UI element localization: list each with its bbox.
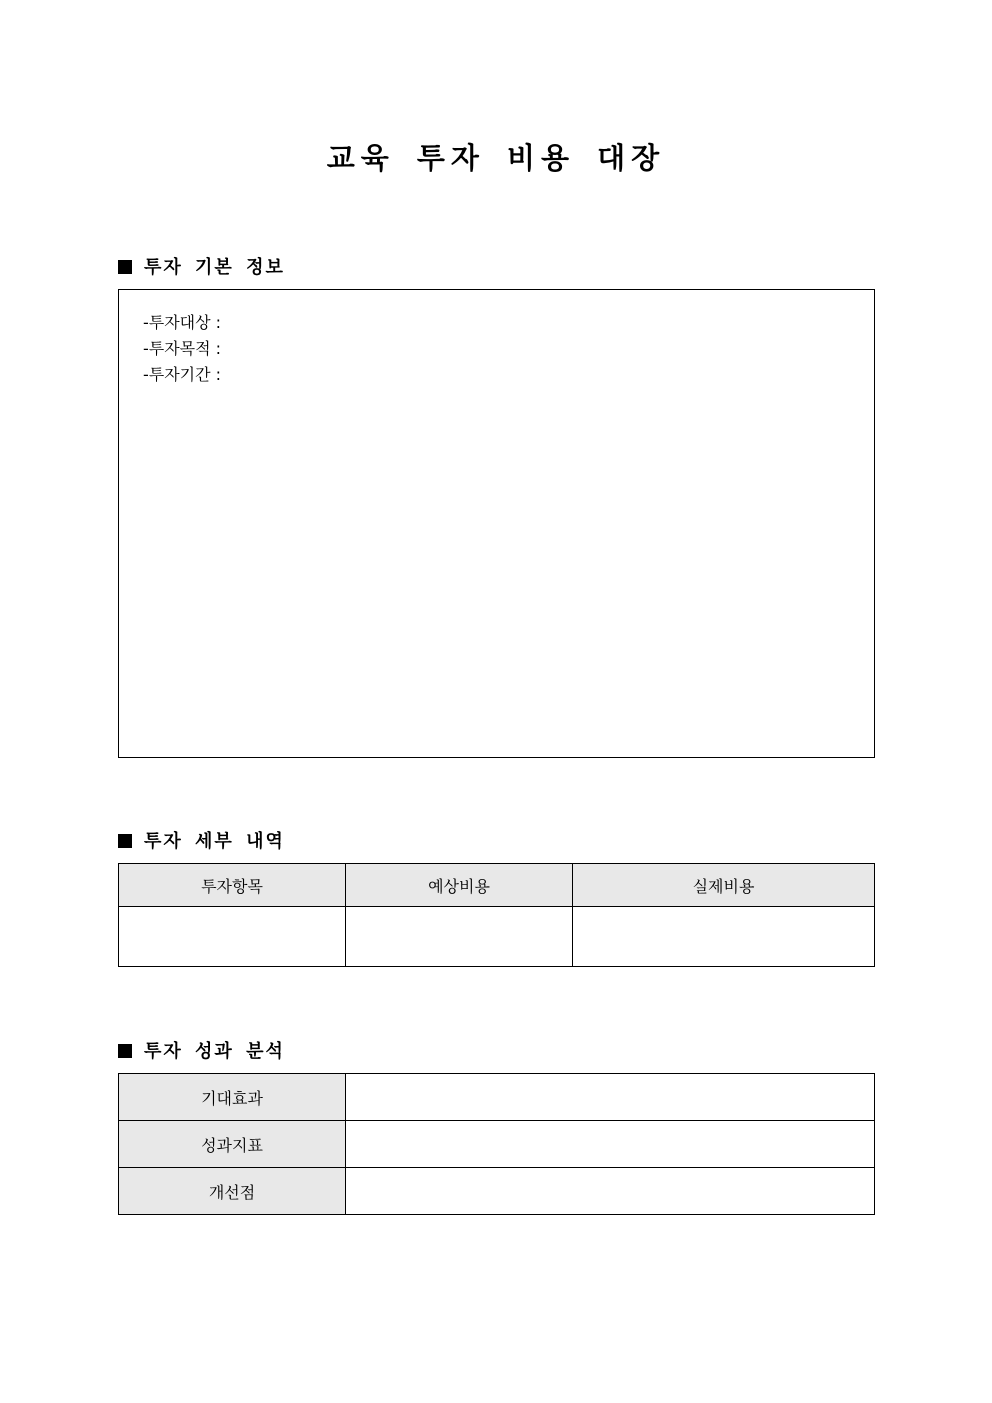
- square-bullet-icon: [118, 260, 132, 274]
- section-heading-basic: [118, 253, 285, 279]
- investment-target-line: -투자대상 :: [143, 313, 222, 332]
- row-label-improvements: 개선점: [119, 1168, 346, 1215]
- row-label-expected-effect: 기대효과: [119, 1074, 346, 1121]
- investment-purpose-line: -투자목적 :: [143, 339, 222, 358]
- col-header-expected-cost: 예상비용: [346, 864, 573, 907]
- section-heading-analysis: [118, 1037, 285, 1063]
- detail-table: [118, 863, 875, 967]
- cell-actual-cost[interactable]: [573, 907, 875, 967]
- square-bullet-icon: [118, 1044, 132, 1058]
- cell-item[interactable]: [119, 907, 346, 967]
- col-header-actual-cost: 실제비용: [573, 864, 875, 907]
- heading-text: 투자 성과 분석: [144, 1041, 285, 1062]
- document-title: 교육 투자 비용 대장: [326, 141, 666, 175]
- cell-improvements[interactable]: [346, 1168, 875, 1215]
- heading-text: 투자 세부 내역: [144, 831, 285, 852]
- investment-period-line: -투자기간 :: [143, 365, 222, 384]
- square-bullet-icon: [118, 834, 132, 848]
- cell-expected-cost[interactable]: [346, 907, 573, 967]
- heading-text: 투자 기본 정보: [144, 257, 285, 278]
- row-label-kpi: 성과지표: [119, 1121, 346, 1168]
- basic-info-box[interactable]: [118, 289, 875, 758]
- cell-kpi[interactable]: [346, 1121, 875, 1168]
- analysis-table: [118, 1073, 875, 1215]
- section-heading-detail: [118, 827, 285, 853]
- col-header-item: 투자항목: [119, 864, 346, 907]
- cell-expected-effect[interactable]: [346, 1074, 875, 1121]
